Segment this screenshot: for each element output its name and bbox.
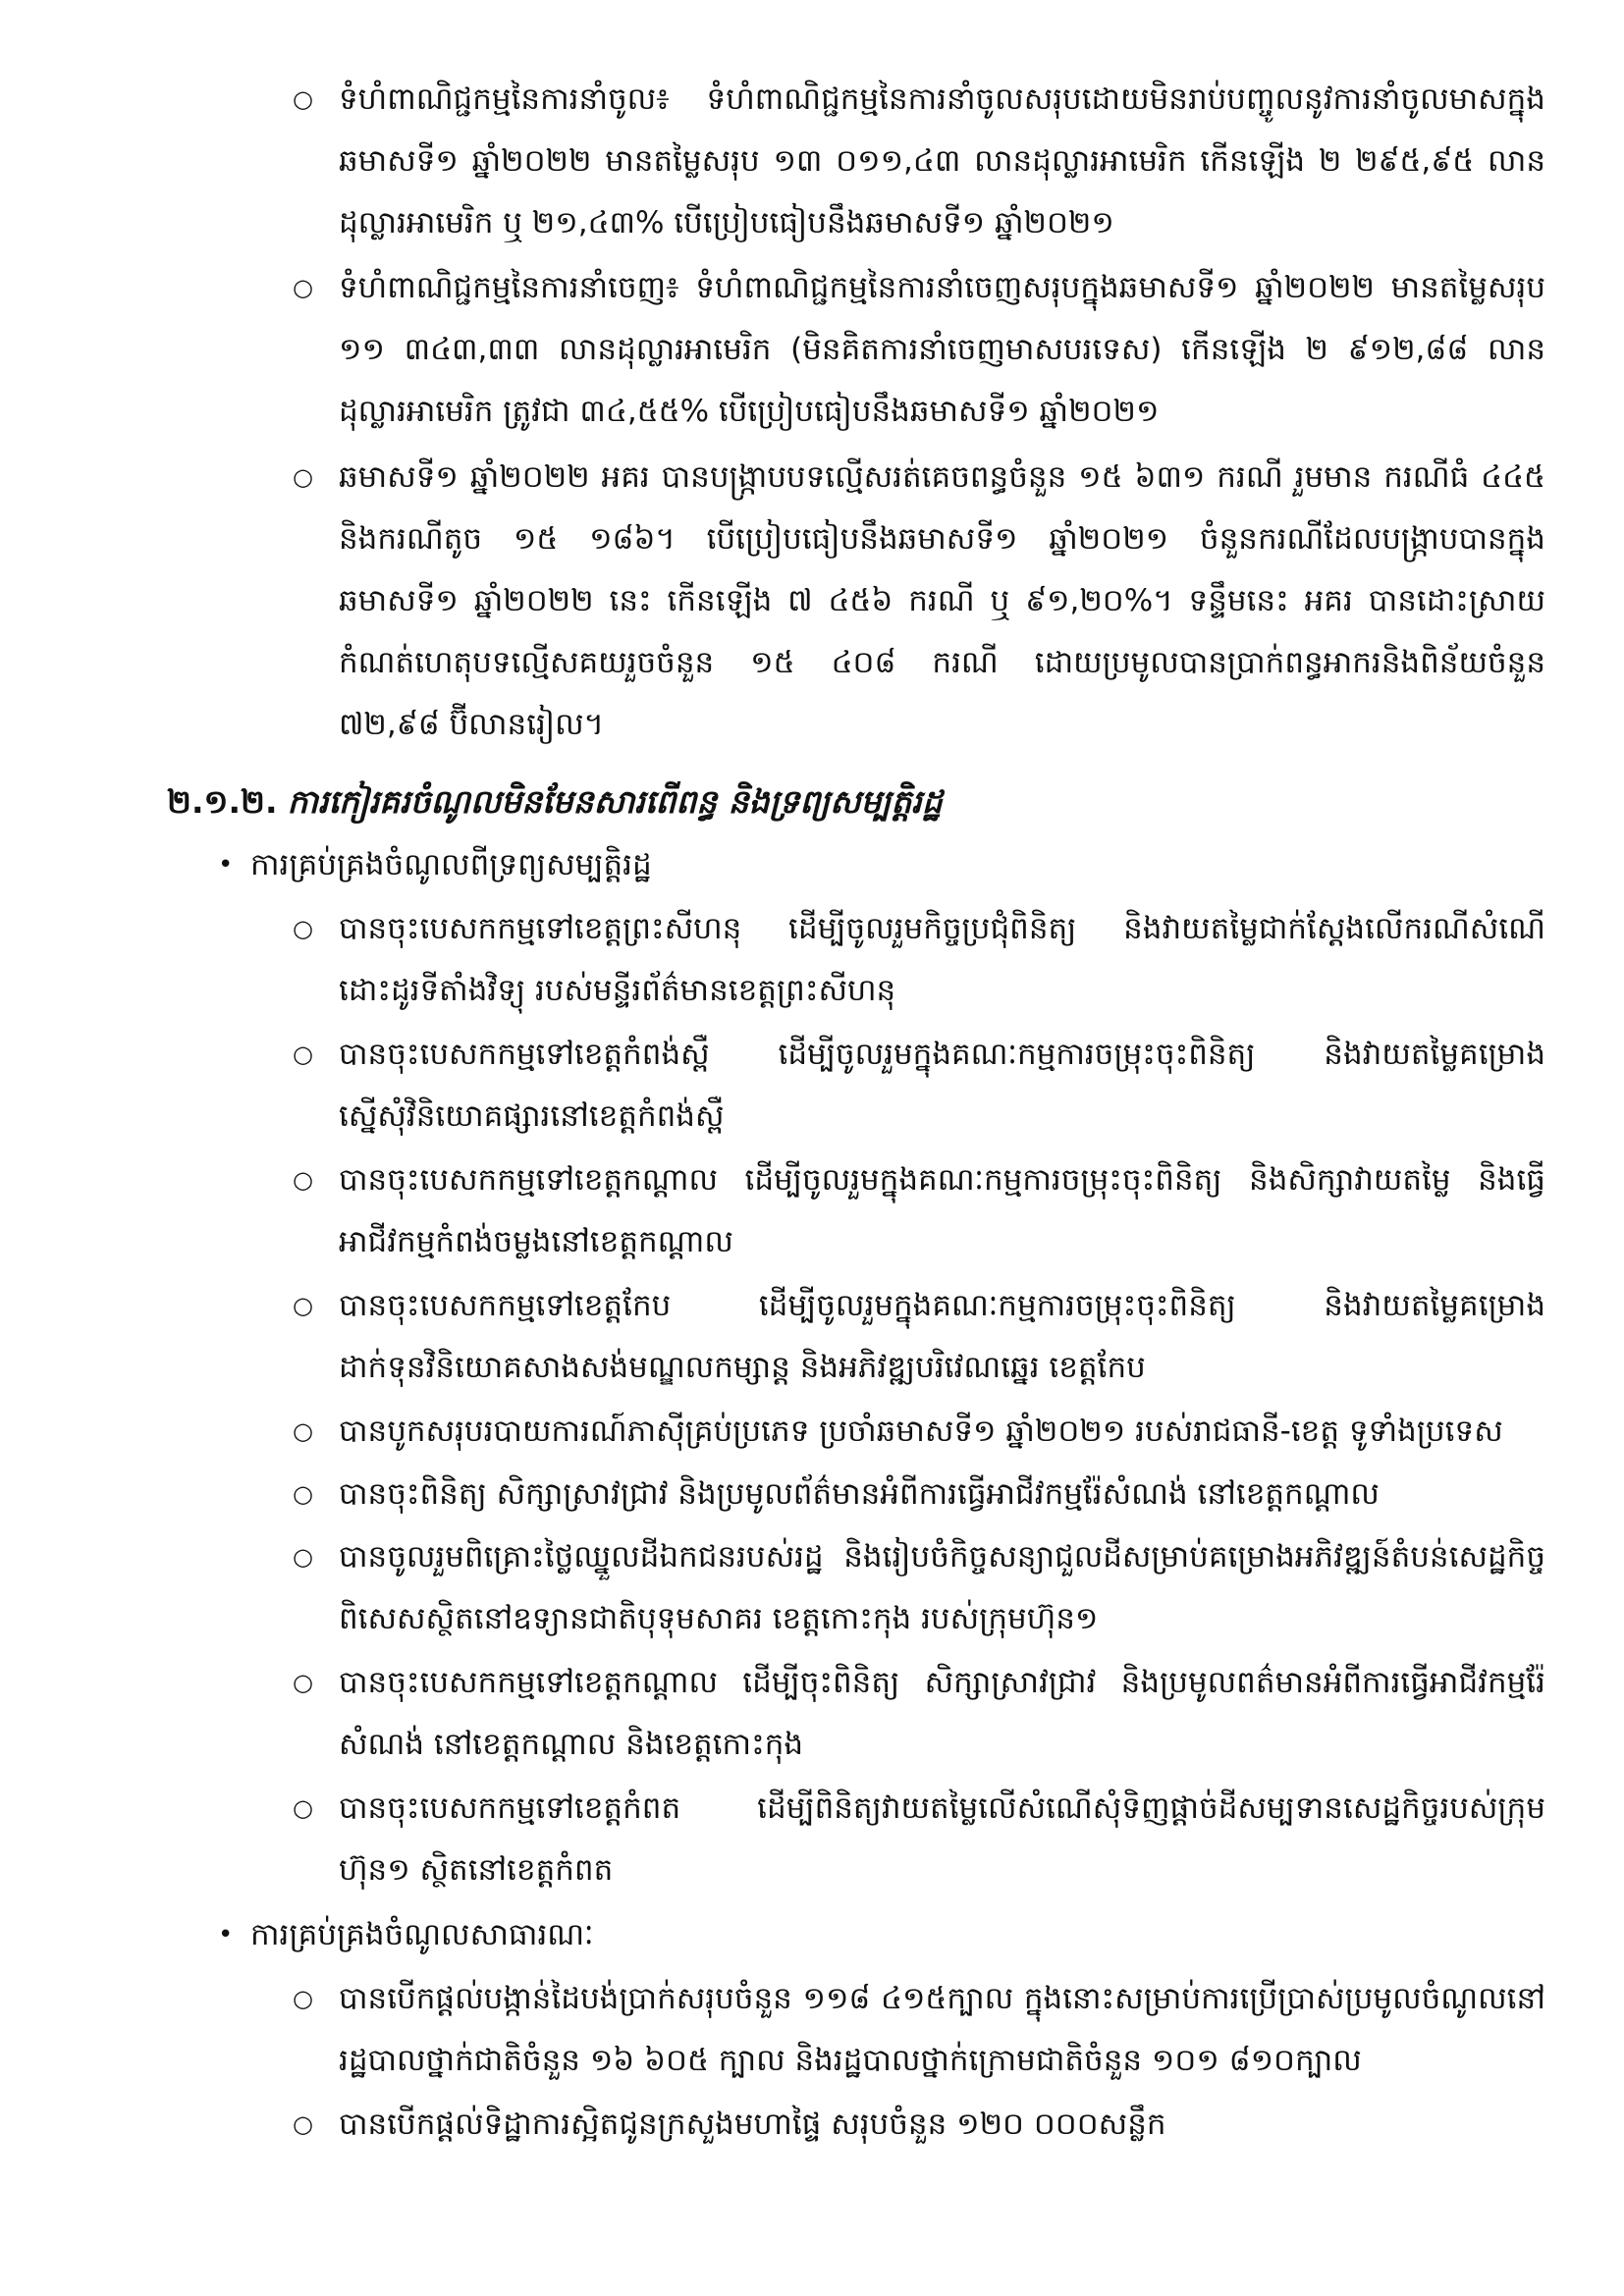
circle-bullet-icon: ○ <box>293 85 313 113</box>
list-item: ○ ឆមាសទី១ ឆ្នាំ២០២២ អគរ បានបង្ក្រាបបទល្មើសរត់គេចពន្ធចំនួន ១៥ ៦៣១ ករណី រួមមាន ករណីធំ ៤៤៥ និងករណីតូច ១៥ ១៨៦។ បើប្រៀបធៀបនឹងឆមាសទី១ ឆ្នាំ២០២១ ចំនួនករណីដែលបង្ក្រាបបានក្នុងឆមាសទី១ ឆ្នាំ២០២២ នេះ កើនឡើង ៧ ៤៥៦ ករណី ឬ ៩១,២០%។ ទន្ទឹមនេះ អគរ បានដោះស្រាយកំណត់ហេតុបទល្មើសគយរួចចំនួន ១៥ ៤០៨ ករណី ដោយប្រមូលបានប្រាក់ពន្ធអាករនិងពិន័យចំនួន ៧២,៩៨ ប៊ីលានរៀល។ <box>339 447 1545 756</box>
group-heading-state-property: • ការគ្រប់គ្រងចំណូលពីទ្រព្យសម្បត្តិរដ្ឋ <box>250 834 1545 896</box>
circle-bullet-icon: ○ <box>293 1480 313 1508</box>
circle-bullet-icon: ○ <box>293 1166 313 1194</box>
list-item: ○ បានបើកផ្តល់ទិដ្ឋាការស្អិតជូនក្រសួងមហាផ្ទៃ សរុបចំនួន ១២០ ០០០សន្លឹក <box>339 2094 1545 2156</box>
list-item: ○ ទំហំពាណិជ្ជកម្មនៃការនាំចេញ៖ ទំហំពាណិជ្ជកម្មនៃការនាំចេញសរុបក្នុងឆមាសទី១ ឆ្នាំ២០២២ មានតម្លៃសរុប ១១ ៣៤៣,៣៣ លានដុល្លារអាមេរិក (មិនគិតការនាំចេញមាសបរទេស) កើនឡើង ២ ៩១២,៨៨ លានដុល្លារអាមេរិក ត្រូវជា ៣៤,៥៥% បើប្រៀបធៀបនឹងឆមាសទី១ ឆ្នាំ២០២១ <box>339 257 1545 443</box>
circle-bullet-icon: ○ <box>293 2110 313 2138</box>
list-item: ○ បានចុះបេសកកម្មទៅខេត្តកំពង់ស្ពឺ ដើម្បីចូលរួមក្នុងគណៈកម្មការចម្រុះចុះពិនិត្យ និងវាយតម្លៃគម្រោងស្នើសុំវិនិយោគផ្សារនៅខេត្តកំពង់ស្ពឺ <box>339 1024 1545 1148</box>
circle-bullet-icon: ○ <box>293 1794 313 1822</box>
circle-bullet-icon: ○ <box>293 1543 313 1571</box>
list-item: ○ បានចុះបេសកកម្មទៅខេត្តកំពត ដើម្បីពិនិត្យវាយតម្លៃលើសំណើសុំទិញផ្តាច់ដីសម្បទានសេដ្ឋកិច្ចរបស់ក្រុមហ៊ុន១ ស្ថិតនៅខេត្តកំពត <box>339 1778 1545 1901</box>
section-heading <box>167 771 1545 832</box>
bullet-icon: • <box>218 1920 234 1949</box>
circle-bullet-icon: ○ <box>293 1669 313 1696</box>
circle-bullet-icon: ○ <box>293 463 313 491</box>
circle-bullet-icon: ○ <box>293 1041 313 1068</box>
list-item: ○ បានចុះពិនិត្យ សិក្សាស្រាវជ្រាវ និងប្រមូលព័ត៌មានអំពីការធ្វើអាជីវកម្មរ៉ែសំណង់ នៅខេត្តកណ្តាល <box>339 1464 1545 1525</box>
circle-bullet-icon: ○ <box>293 1292 313 1319</box>
circle-bullet-icon: ○ <box>293 274 313 301</box>
list-item: ○ បានចុះបេសកកម្មទៅខេត្តកណ្តាល ដើម្បីចូលរួមក្នុងគណៈកម្មការចម្រុះចុះពិនិត្យ និងសិក្សាវាយតម្លៃ និងធ្វើអាជីវកម្មកំពង់ចម្លងនៅខេត្តកណ្តាល <box>339 1149 1545 1273</box>
circle-bullet-icon: ○ <box>293 1417 313 1445</box>
list-item: ○ បានចុះបេសកកម្មទៅខេត្តកែប ដើម្បីចូលរួមក្នុងគណៈកម្មការចម្រុះចុះពិនិត្យ និងវាយតម្លៃគម្រោងដាក់ទុនវិនិយោគសាងសង់មណ្ឌលកម្សាន្ត និងអភិវឌ្ឍបរិវេណឆ្នេរ ខេត្តកែប <box>339 1275 1545 1399</box>
list-item: ○ បានចូលរួមពិគ្រោះថ្លៃឈ្នួលដីឯកជនរបស់រដ្ឋ និងរៀបចំកិច្ចសន្យាជួលដីសម្រាប់គម្រោងអភិវឌ្ឍន៍តំបន់សេដ្ឋកិច្ចពិសេសស្ថិតនៅឧទ្យានជាតិបុទុមសាគរ ខេត្តកោះកុង របស់ក្រុមហ៊ុន១ <box>339 1526 1545 1650</box>
section-title: ការកៀរគរចំណូលមិនមែនសារពើពន្ធ និងទ្រព្យសម្បត្តិរដ្ឋ <box>287 782 943 821</box>
list-item: ○ បានចុះបេសកកម្មទៅខេត្តកណ្តាល ដើម្បីចុះពិនិត្យ សិក្សាស្រាវជ្រាវ និងប្រមូលពត៌មានអំពីការធ្វើអាជីវកម្មរ៉ែសំណង់ នៅខេត្តកណ្តាល និងខេត្តកោះកុង <box>339 1652 1545 1776</box>
section-number: ២.១.២. <box>167 782 278 821</box>
list-item: ○ បានបូកសរុបរបាយការណ៍ភាស៊ីគ្រប់ប្រភេទ ប្រចាំឆមាសទី១ ឆ្នាំ២០២១ របស់រាជធានី-ខេត្ត ទូទាំងប្រទេស <box>339 1401 1545 1463</box>
group-heading-public-revenue: • ការគ្រប់គ្រងចំណូលសាធារណៈ <box>250 1904 1545 1966</box>
list-item: ○ បានបើកផ្តល់បង្កាន់ដៃបង់ប្រាក់សរុបចំនួន ១១៨ ៤១៥ក្បាល ក្នុងនោះសម្រាប់ការប្រើប្រាស់ប្រមូលចំណូលនៅរដ្ឋបាលថ្នាក់ជាតិចំនួន ១៦ ៦០៥ ក្បាល និងរដ្ឋបាលថ្នាក់ក្រោមជាតិចំនួន ១០១ ៨១០ក្បាល <box>339 1968 1545 2092</box>
circle-bullet-icon: ○ <box>293 915 313 942</box>
list-item: ○ បានចុះបេសកកម្មទៅខេត្តព្រះសីហនុ ដើម្បីចូលរួមកិច្ចប្រជុំពិនិត្យ និងវាយតម្លៃជាក់ស្តែងលើករណីសំណើដោះដូរទីតាំងវិទ្យុ របស់មន្ទីរព័ត៌មានខេត្តព្រះសីហនុ <box>339 898 1545 1022</box>
circle-bullet-icon: ○ <box>293 1985 313 2012</box>
bullet-icon: • <box>218 850 234 880</box>
list-item: ○ ទំហំពាណិជ្ជកម្មនៃការនាំចូល៖ ទំហំពាណិជ្ជកម្មនៃការនាំចូលសរុបដោយមិនរាប់បញ្ចូលនូវការនាំចូលមាសក្នុងឆមាសទី១ ឆ្នាំ២០២២ មានតម្លៃសរុប ១៣ ០១១,៤៣ លានដុល្លារអាមេរិក កើនឡើង ២ ២៩៥,៩៥ លានដុល្លារអាមេរិក ឬ ២១,៤៣% បើប្រៀបធៀបនឹងឆមាសទី១ ឆ្នាំ២០២១ <box>339 69 1545 254</box>
